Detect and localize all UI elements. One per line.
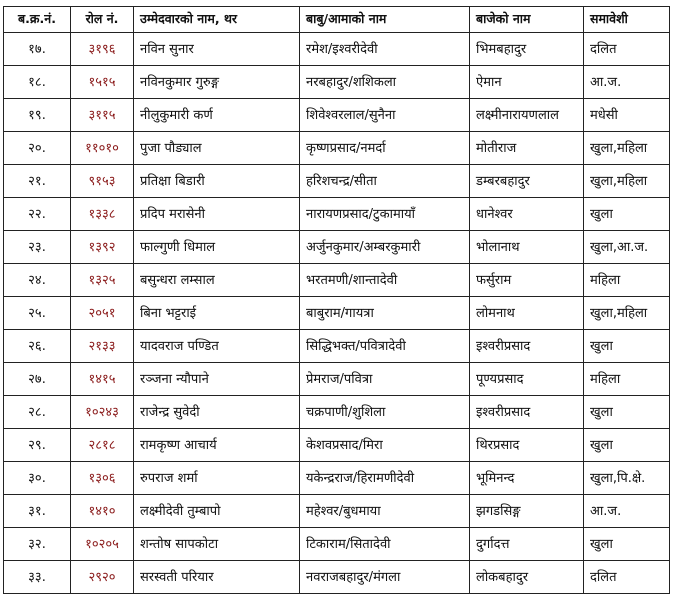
cell-grandfather: लोकबहादुर — [470, 561, 584, 594]
cell-category: खुला — [584, 528, 670, 561]
header-grandfather: बाजेको नाम — [470, 7, 584, 33]
table-row — [4, 495, 670, 528]
cell-name: नीलुकुमारी कर्ण — [134, 99, 300, 132]
cell-category: आ.ज. — [584, 495, 670, 528]
cell-serial: २८. — [4, 396, 71, 429]
cell-parents: बाबुराम/गायत्रा — [300, 297, 470, 330]
cell-serial: २३. — [4, 231, 71, 264]
cell-category: दलित — [584, 561, 670, 594]
cell-category: खुला — [584, 330, 670, 363]
cell-roll: १३३८ — [71, 198, 134, 231]
cell-grandfather: भूमिनन्द — [470, 462, 584, 495]
table-row — [4, 66, 670, 99]
cell-serial: २०. — [4, 132, 71, 165]
cell-parents: अर्जुनकुमार/अम्बरकुमारी — [300, 231, 470, 264]
table-row — [4, 231, 670, 264]
candidate-table — [3, 6, 670, 594]
cell-grandfather: धानेश्वर — [470, 198, 584, 231]
cell-parents: चक्रपाणी/शुशिला — [300, 396, 470, 429]
cell-grandfather: थिरप्रसाद — [470, 429, 584, 462]
table-row — [4, 363, 670, 396]
cell-category: खुला — [584, 396, 670, 429]
cell-name: फाल्गुणी धिमाल — [134, 231, 300, 264]
cell-parents: कृष्णप्रसाद/नमर्दा — [300, 132, 470, 165]
cell-parents: भरतमणी/शान्तादेवी — [300, 264, 470, 297]
cell-parents: नरबहादुर/शशिकला — [300, 66, 470, 99]
cell-roll: ३१९६ — [71, 33, 134, 66]
table-header-row — [4, 7, 670, 33]
cell-serial: १८. — [4, 66, 71, 99]
cell-name: रञ्जना न्यौपाने — [134, 363, 300, 396]
cell-grandfather: झगडसिङ्ग — [470, 495, 584, 528]
cell-serial: २६. — [4, 330, 71, 363]
table-row — [4, 165, 670, 198]
cell-name: बसुन्धरा लम्साल — [134, 264, 300, 297]
cell-serial: २७. — [4, 363, 71, 396]
cell-grandfather: भोलानाथ — [470, 231, 584, 264]
cell-roll: ३११५ — [71, 99, 134, 132]
cell-category: खुला,आ.ज. — [584, 231, 670, 264]
cell-grandfather: दुर्गादत्त — [470, 528, 584, 561]
cell-category: खुला,महिला — [584, 165, 670, 198]
cell-roll: १४१० — [71, 495, 134, 528]
cell-parents: हरिशचन्द्र/सीता — [300, 165, 470, 198]
header-parents: बाबु/आमाको नाम — [300, 7, 470, 33]
cell-category: महिला — [584, 264, 670, 297]
cell-category: खुला — [584, 198, 670, 231]
cell-category: महिला — [584, 363, 670, 396]
cell-category: खुला,महिला — [584, 297, 670, 330]
cell-category: आ.ज. — [584, 66, 670, 99]
cell-serial: ३२. — [4, 528, 71, 561]
table-row — [4, 528, 670, 561]
cell-serial: २४. — [4, 264, 71, 297]
header-category: समावेशी — [584, 7, 670, 33]
cell-roll: ११०१० — [71, 132, 134, 165]
cell-serial: २१. — [4, 165, 71, 198]
cell-parents: नारायणप्रसाद/टुकामायाँ — [300, 198, 470, 231]
table-row — [4, 561, 670, 594]
table-row — [4, 330, 670, 363]
cell-roll: १३९२ — [71, 231, 134, 264]
table-row — [4, 33, 670, 66]
cell-parents: टिकाराम/सितादेवी — [300, 528, 470, 561]
cell-roll: १०२४३ — [71, 396, 134, 429]
cell-grandfather: इश्वरीप्रसाद — [470, 330, 584, 363]
cell-name: बिना भट्टराई — [134, 297, 300, 330]
cell-grandfather: भिमबहादुर — [470, 33, 584, 66]
cell-name: लक्ष्मीदेवी तुम्बापो — [134, 495, 300, 528]
table-row — [4, 99, 670, 132]
cell-serial: ३०. — [4, 462, 71, 495]
cell-parents: सिद्धिभक्त/पवित्रादेवी — [300, 330, 470, 363]
cell-name: राजेन्द्र सुवेदी — [134, 396, 300, 429]
cell-roll: १४१५ — [71, 363, 134, 396]
cell-serial: १९. — [4, 99, 71, 132]
cell-grandfather: ऐमान — [470, 66, 584, 99]
cell-name: रुपराज शर्मा — [134, 462, 300, 495]
cell-grandfather: फर्सुराम — [470, 264, 584, 297]
header-name: उम्मेदवारको नाम, थर — [134, 7, 300, 33]
cell-roll: १०२०५ — [71, 528, 134, 561]
cell-category: मधेसी — [584, 99, 670, 132]
cell-name: रामकृष्ण आचार्य — [134, 429, 300, 462]
cell-name: प्रदिप मरासेनी — [134, 198, 300, 231]
cell-roll: १५१५ — [71, 66, 134, 99]
cell-name: पुजा पौड्याल — [134, 132, 300, 165]
cell-roll: १३२५ — [71, 264, 134, 297]
cell-parents: रमेश/इश्वरीदेवी — [300, 33, 470, 66]
cell-name: यादवराज पण्डित — [134, 330, 300, 363]
cell-parents: प्रेमराज/पवित्रा — [300, 363, 470, 396]
header-roll: रोल नं. — [71, 7, 134, 33]
cell-grandfather: इश्वरीप्रसाद — [470, 396, 584, 429]
cell-serial: ३३. — [4, 561, 71, 594]
cell-roll: १३०६ — [71, 462, 134, 495]
table-row — [4, 132, 670, 165]
cell-name: नविनकुमार गुरुङ्ग — [134, 66, 300, 99]
cell-roll: २०५१ — [71, 297, 134, 330]
cell-serial: २५. — [4, 297, 71, 330]
cell-grandfather: लोमनाथ — [470, 297, 584, 330]
cell-grandfather: लक्ष्मीनारायणलाल — [470, 99, 584, 132]
cell-parents: शिवेश्वरलाल/सुनैना — [300, 99, 470, 132]
cell-serial: २९. — [4, 429, 71, 462]
table-row — [4, 429, 670, 462]
cell-serial: ३१. — [4, 495, 71, 528]
cell-grandfather: मोतीराज — [470, 132, 584, 165]
cell-roll: २९२० — [71, 561, 134, 594]
cell-name: प्रतिक्षा बिडारी — [134, 165, 300, 198]
cell-serial: १७. — [4, 33, 71, 66]
cell-parents: केशवप्रसाद/मिरा — [300, 429, 470, 462]
cell-name: नविन सुनार — [134, 33, 300, 66]
cell-parents: नवराजबहादुर/मंगला — [300, 561, 470, 594]
table-row — [4, 198, 670, 231]
cell-parents: महेश्वर/बुधमाया — [300, 495, 470, 528]
cell-name: सरस्वती परियार — [134, 561, 300, 594]
cell-parents: यकेन्द्रराज/हिरामणीदेवी — [300, 462, 470, 495]
cell-roll: ९१५३ — [71, 165, 134, 198]
cell-name: शन्तोष सापकोटा — [134, 528, 300, 561]
table-row — [4, 396, 670, 429]
cell-grandfather: पूण्यप्रसाद — [470, 363, 584, 396]
cell-roll: २१३३ — [71, 330, 134, 363]
cell-category: खुला,महिला — [584, 132, 670, 165]
header-serial: ब.क्र.नं. — [4, 7, 71, 33]
table-row — [4, 462, 670, 495]
cell-roll: २८१८ — [71, 429, 134, 462]
cell-grandfather: डम्बरबहादुर — [470, 165, 584, 198]
cell-serial: २२. — [4, 198, 71, 231]
cell-category: खुला,पि.क्षे. — [584, 462, 670, 495]
cell-category: खुला — [584, 429, 670, 462]
table-row — [4, 264, 670, 297]
table-row — [4, 297, 670, 330]
cell-category: दलित — [584, 33, 670, 66]
table-body — [4, 33, 670, 594]
